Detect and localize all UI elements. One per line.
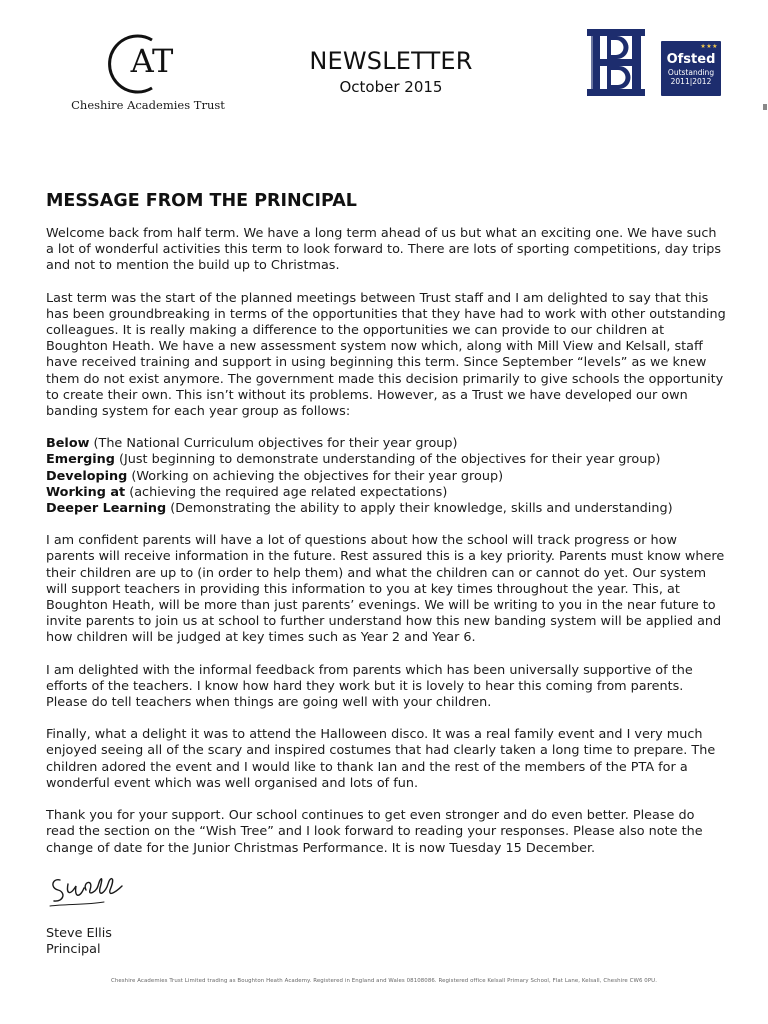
paragraph-feedback: I am delighted with the informal feedback from parents which has been universally supportive of the efforts of the teachers. I know how hard they work but it is lovely to hear this coming from parents. Please do tell teachers when things are going well with your children. bbox=[46, 662, 693, 711]
signature bbox=[46, 868, 128, 916]
banding-item bbox=[46, 452, 726, 468]
cat-monogram-icon bbox=[98, 28, 198, 100]
svg-text:AT: AT bbox=[130, 42, 174, 80]
banding-term: Working at bbox=[46, 484, 126, 500]
banding-list bbox=[46, 436, 726, 517]
banding-item bbox=[46, 501, 726, 517]
page-edge-mark bbox=[763, 104, 767, 110]
paragraph-welcome: Welcome back from half term. We have a long term ahead of us but what an exciting one. We have such a lot of wonderful activities this term to look forward to. There are lots of sporting competitions, day trips and not to mention the build up to Christmas. bbox=[46, 226, 722, 274]
banding-term: Developing bbox=[46, 468, 128, 484]
newsletter-body bbox=[46, 226, 726, 857]
masthead bbox=[276, 46, 506, 97]
signature-icon bbox=[46, 868, 128, 912]
ofsted-name: Ofsted bbox=[666, 52, 716, 67]
bh-logo bbox=[585, 27, 647, 103]
star-icon: ★★★ bbox=[700, 43, 718, 50]
footer-legal: Cheshire Academies Trust Limited trading as Boughton Heath Academy. Registered in England and Wales 08108086. Registered office Kelsall Primary School, Flat Lane, Kelsall, Cheshire CW6 0PU. bbox=[110, 978, 658, 984]
banding-item bbox=[46, 469, 726, 485]
banding-desc: (Working on achieving the objectives for their year group) bbox=[127, 468, 504, 484]
banding-desc: (Just beginning to demonstrate understanding of the objectives for their year group) bbox=[114, 452, 661, 468]
ofsted-badge bbox=[661, 41, 721, 96]
newsletter-date: October 2015 bbox=[339, 78, 443, 96]
banding-term: Below bbox=[46, 436, 90, 452]
paragraph-thanks: Thank you for your support. Our school continues to get even stronger and do even better. Please do read the section on the “Wish Tree” and I look forward to reading your responses. Please also note the change of date for the Junior Christmas Performance. It is now Tuesday 15 December. bbox=[46, 808, 703, 856]
ofsted-grade: Outstanding bbox=[667, 68, 715, 77]
banding-term: Deeper Learning bbox=[46, 501, 167, 517]
paragraph-questions: I am confident parents will have a lot of questions about how the school will track progress or how parents will receive information in the future. Rest assured this is a key priority. Parents must know where their children are up to (in order to help them) and what the children can or cannot do yet. Our system will support teachers in providing this information to you at key times throughout the year. This, at Boughton Heath, will be more than just parents’ evenings. We will be writing to you in the near future to invite parents to join us at school to further understand how this new banding system will be applied and how children will be judged at key times such as Year 2 and Year 6. bbox=[46, 533, 725, 646]
paragraph-halloween: Finally, what a delight it was to attend the Halloween disco. It was a real family event and I very much enjoyed seeing all of the scary and inspired costumes that had clearly taken a long time to prepare. The children adored the event and I would like to thank Ian and the rest of the members of the PTA for a wonderful event which was well organised and lots of fun. bbox=[46, 727, 716, 791]
ofsted-years: 2011|2012 bbox=[670, 77, 712, 86]
signoff-name: Steve Ellis bbox=[46, 926, 112, 941]
banding-item bbox=[46, 485, 726, 501]
section-heading: MESSAGE FROM THE PRINCIPAL bbox=[46, 191, 357, 211]
paragraph-trust: Last term was the start of the planned meetings between Trust staff and I am delighted to say that this has been groundbreaking in terms of the opportunities that they have had to work with other outstanding colleagues. It is really making a difference to the opportunities we can provide to our children at Boughton Heath. We have a new assessment system now which, along with Mill View and Kelsall, staff have received training and support in using beginning this term. Since September “levels” as we knew them do not exist anymore. The government made this decision primarily to give schools the opportunity to create their own. This isn’t without its problems. However, as a Trust we have developed our own banding system for each year group as follows: bbox=[46, 290, 726, 420]
banding-desc: (Demonstrating the ability to apply their knowledge, skills and understanding) bbox=[166, 501, 673, 517]
banding-desc: (The National Curriculum objectives for their year group) bbox=[89, 436, 458, 452]
cat-logo bbox=[58, 28, 238, 118]
banding-term: Emerging bbox=[46, 452, 115, 468]
banding-desc: (achieving the required age related expectations) bbox=[125, 484, 448, 500]
cat-logo-text: Cheshire Academies Trust bbox=[71, 98, 225, 112]
newsletter-title: NEWSLETTER bbox=[309, 47, 473, 75]
bh-monogram-icon bbox=[585, 27, 647, 99]
signoff-role: Principal bbox=[46, 942, 101, 958]
signoff bbox=[46, 926, 112, 958]
banding-item bbox=[46, 436, 726, 452]
